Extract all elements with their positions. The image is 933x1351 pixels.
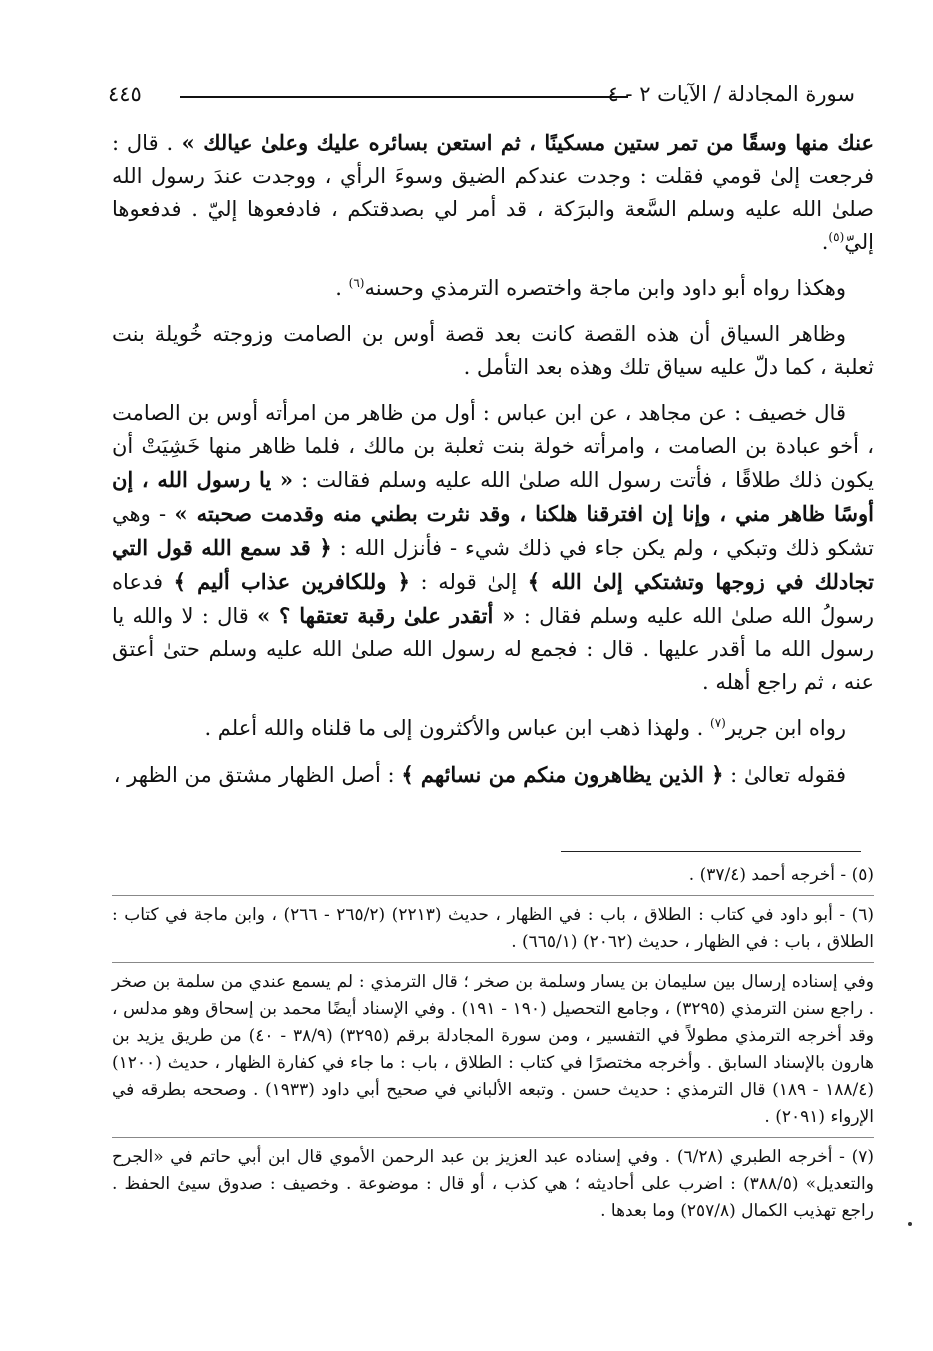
- quran-verse: ﴿ وللكافرين عذاب أليم ﴾: [173, 569, 410, 594]
- paragraph-text: وهكذا رواه أبو داود وابن ماجة واختصره الترمذي وحسنه: [364, 276, 846, 300]
- paragraph-text: فقوله تعالىٰ :: [723, 763, 846, 787]
- footnotes: [112, 862, 874, 1225]
- paragraph-3: وظاهر السياق أن هذه القصة كانت بعد قصة أوس بن الصامت وزوجته خُويلة بنت ثعلبة ، كما دلّ عليه سياق تلك وهذه بعد التأمل .: [112, 322, 874, 379]
- footnote-divider: [112, 962, 874, 963]
- footnote-6: (٦) - أبو داود في كتاب : الطلاق ، باب : في الظهار ، حديث (٢٢١٣) (٢٦٥/٢ - ٢٦٦) ، وابن ماجة في كتاب : الطلاق ، باب : في الظهار ، حديث (٢٠٦٢) (٦٦٥/١) .: [112, 905, 874, 952]
- footnote-divider: [112, 1137, 874, 1138]
- paragraph-text: قال : لا والله يا رسول الله ما أقدر عليها . قال : فجمع له رسول الله صلىٰ الله عليه وسلم حتىٰ أعتق عنه ، ثم راجع أهله .: [112, 604, 874, 694]
- paragraph-2: [112, 272, 874, 305]
- page-header: [108, 82, 855, 112]
- paragraph-text: - وهي تشكو ذلك وتبكي ، ولم يكن جاء في ذلك شيء - فأنزل الله :: [112, 502, 875, 560]
- paragraph-end: .: [335, 276, 349, 300]
- footnote-rule: [561, 851, 861, 852]
- footnote-5: (٥) - أخرجه أحمد (٣٧/٤) .: [688, 865, 874, 885]
- paragraph-end: . ولهذا ذهب ابن عباس والأكثرون إلى ما قلناه والله أعلم .: [204, 716, 711, 740]
- paragraph-text: إلىٰ قوله :: [409, 570, 528, 594]
- paragraph-1: [112, 126, 874, 259]
- footnote-6-note: وفي إسناده إرسال بين سليمان بن يسار وسلمة بن صخر ؛ قال الترمذي : لم يسمع عندي من سلمة بن صخر . راجع سنن الترمذي (٣٢٩٥) ، وجامع التحصيل (١٩٠ - ١٩١) . وفي الإسناد أيضًا محمد بن إسحاق وهو مدلس ، وقد أخرجه الترمذي مطولاً في التفسير ، ومن سورة المجادلة برقم (٣٢٩٥) (٣٨/٩ - ٤٠) من طريق يزيد بن هارون بالإسناد السابق . وأخرجه مختصرًا في كتاب : الطلاق ، باب : ما جاء في كفارة الظهار ، حديث (١٢٠٠) (١٨٨/٤ - ١٨٩) قال الترمذي : حديث حسن . وتبعه الألباني في صحيح أبي داود (١٩٣٣) . وصححه بطرقه في الإرواء (٢٠٩١) .: [112, 972, 874, 1127]
- paragraph-text: رواه ابن جرير: [725, 716, 846, 740]
- paragraph-5: [112, 712, 874, 745]
- hadith-quote: « أتقدر علىٰ رقبة تعتقها ؟ »: [257, 603, 516, 628]
- margin-dot: [908, 1222, 912, 1226]
- main-text: [112, 126, 874, 805]
- paragraph-text: : أصل الظهار مشتق من الظهر ،: [113, 763, 402, 787]
- header-rule: [180, 96, 628, 98]
- paragraph-text: فدعاه رسولُ الله صلىٰ الله عليه وسلم فقال :: [112, 570, 875, 628]
- footnote-ref-6: (٦): [348, 276, 365, 290]
- footnote-ref-7: (٧): [710, 716, 726, 730]
- footnote-divider: [112, 895, 874, 896]
- quran-verse: ﴿ قد سمع الله قول التي تجادلك في زوجها وتشتكي إلىٰ الله ﴾: [112, 535, 875, 594]
- paragraph-text: قال خصيف : عن مجاهد ، عن ابن عباس : أول من ظاهر من امرأته أوس بن الصامت ، أخو عبادة بن الصامت ، وامرأته خولة بنت ثعلبة بن مالك ، فلما ظاهر منها خَشِيَتْ أن يكون ذلك طلاقًا ، فأتت رسول الله صلىٰ الله عليه وسلم فقالت :: [112, 401, 875, 492]
- paragraph-4: [112, 397, 874, 699]
- page-number: ٤٤٥: [108, 82, 142, 106]
- footnote-ref-5: (٥): [828, 230, 845, 244]
- paragraph-end: .: [821, 230, 829, 254]
- paragraph-6: [112, 758, 874, 792]
- hadith-quote: « يا رسول الله ، إن أوسًا ظاهر مني ، وإنا إن افترقنا هلكنا ، وقد نثرت بطني منه وقدمت صحبته »: [112, 467, 874, 526]
- footnote-7: (٧) - أخرجه الطبري (٦/٢٨) . وفي إسناده عبد العزيز بن عبد الرحمن الأموي قال ابن أبي حاتم في «الجرح والتعديل» (٣٨٨/٥) : اضرب على أحاديثه ؛ هي كذب ، أو قال : موضوعة . وخصيف : صدوق سيئ الحفظ . راجع تهذيب الكمال (٢٥٧/٨) وما بعدها .: [112, 1147, 874, 1221]
- running-title: سورة المجادلة / الآيات ٢ - ٤: [607, 82, 855, 106]
- paragraph-text: . قال : فرجعت إلىٰ قومي فقلت : وجدت عندكم الضيق وسوءَ الرأي ، ووجدت عندَ رسول الله صلىٰ الله عليه وسلم السَّعة والبرَكة ، قد أمر لي بصدقتكم ، فادفعوها إليّ . فدفعوها إليّ: [112, 131, 874, 254]
- hadith-quote: عنك منها وسقًا من تمر ستين مسكينًا ، ثم استعن بسائره عليك وعلىٰ عيالك »: [173, 130, 874, 155]
- quran-verse: ﴿ الذين يظاهرون منكم من نسائهم ﴾: [401, 762, 724, 787]
